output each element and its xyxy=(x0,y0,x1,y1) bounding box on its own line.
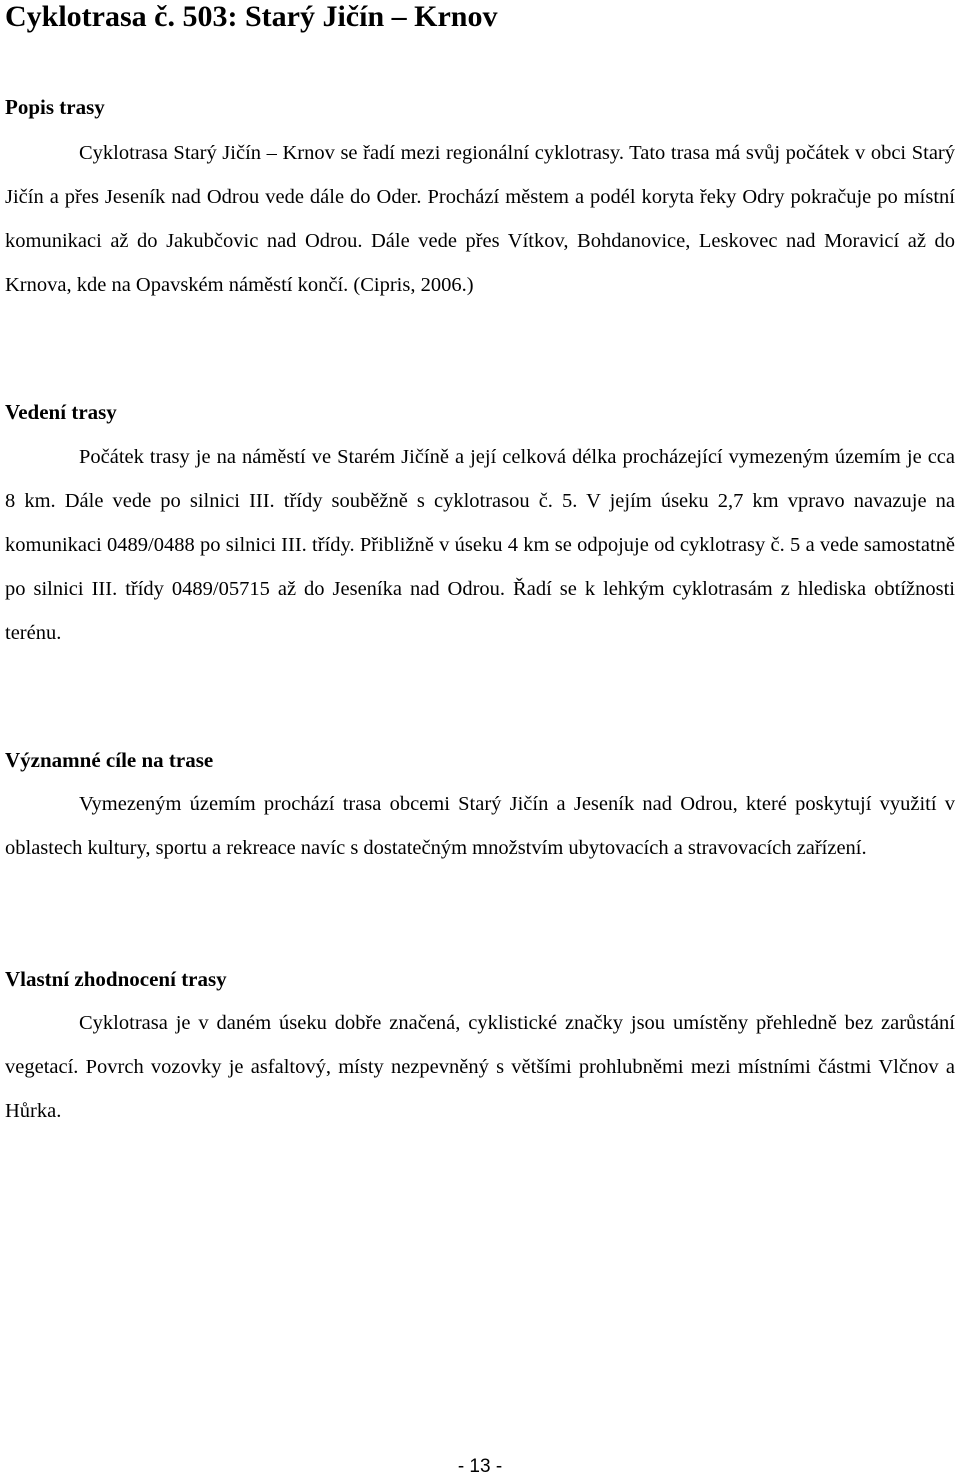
page-number: - 13 - xyxy=(457,1456,503,1477)
section-paragraph-vedeni-trasy: Počátek trasy je na náměstí ve Starém Jičíně a její celková délka procházející vymezeným územím je cca 8 km. Dále vede po silnici III. třídy souběžně s cyklotrasou č. 5. V jejím úseku 2,7 km vpravo navazuje na komunikaci 0489/0488 po silnici III. třídy. Přibližně v úseku 4 km se odpojuje od cyklotrasy č. 5 a vede samostatně po silnici III. třídy 0489/05715 až do Jeseníka nad Odrou. Řadí se k lehkým cyklotrasám z hlediska obtížnosti terénu. xyxy=(5,446,955,644)
section-heading-vlastni-zhodnoceni: Vlastní zhodnocení trasy xyxy=(5,967,227,991)
section-heading-popis-trasy: Popis trasy xyxy=(5,95,105,119)
section-heading-vedeni-trasy: Vedení trasy xyxy=(5,400,117,424)
section-paragraph-popis-trasy: Cyklotrasa Starý Jičín – Krnov se řadí mezi regionální cyklotrasy. Tato trasa má svůj počátek v obci Starý Jičín a přes Jeseník nad Odrou vede dále do Oder. Prochází městem a podél koryta řeky Odry pokračuje po místní komunikaci až do Jakubčovic nad Odrou. Dále vede přes Vítkov, Bohdanovice, Leskovec nad Moravicí až do Krnova, kde na Opavském náměstí končí. (Cipris, 2006.) xyxy=(5,142,955,296)
document-title: Cyklotrasa č. 503: Starý Jičín – Krnov xyxy=(5,0,498,33)
section-paragraph-vlastni-zhodnoceni: Cyklotrasa je v daném úseku dobře značená, cyklistické značky jsou umístěny přehledně bez zarůstání vegetací. Povrch vozovky je asfaltový, místy nezpevněný s většími prohlubněmi mezi místními částmi Vlčnov a Hůrka. xyxy=(5,1012,955,1122)
section-heading-vyznamne-cile: Významné cíle na trase xyxy=(5,748,214,772)
section-paragraph-vyznamne-cile: Vymezeným územím prochází trasa obcemi Starý Jičín a Jeseník nad Odrou, které poskytují využití v oblastech kultury, sportu a rekreace navíc s dostatečným množstvím ubytovacích a stravovacích zařízení. xyxy=(5,793,955,859)
